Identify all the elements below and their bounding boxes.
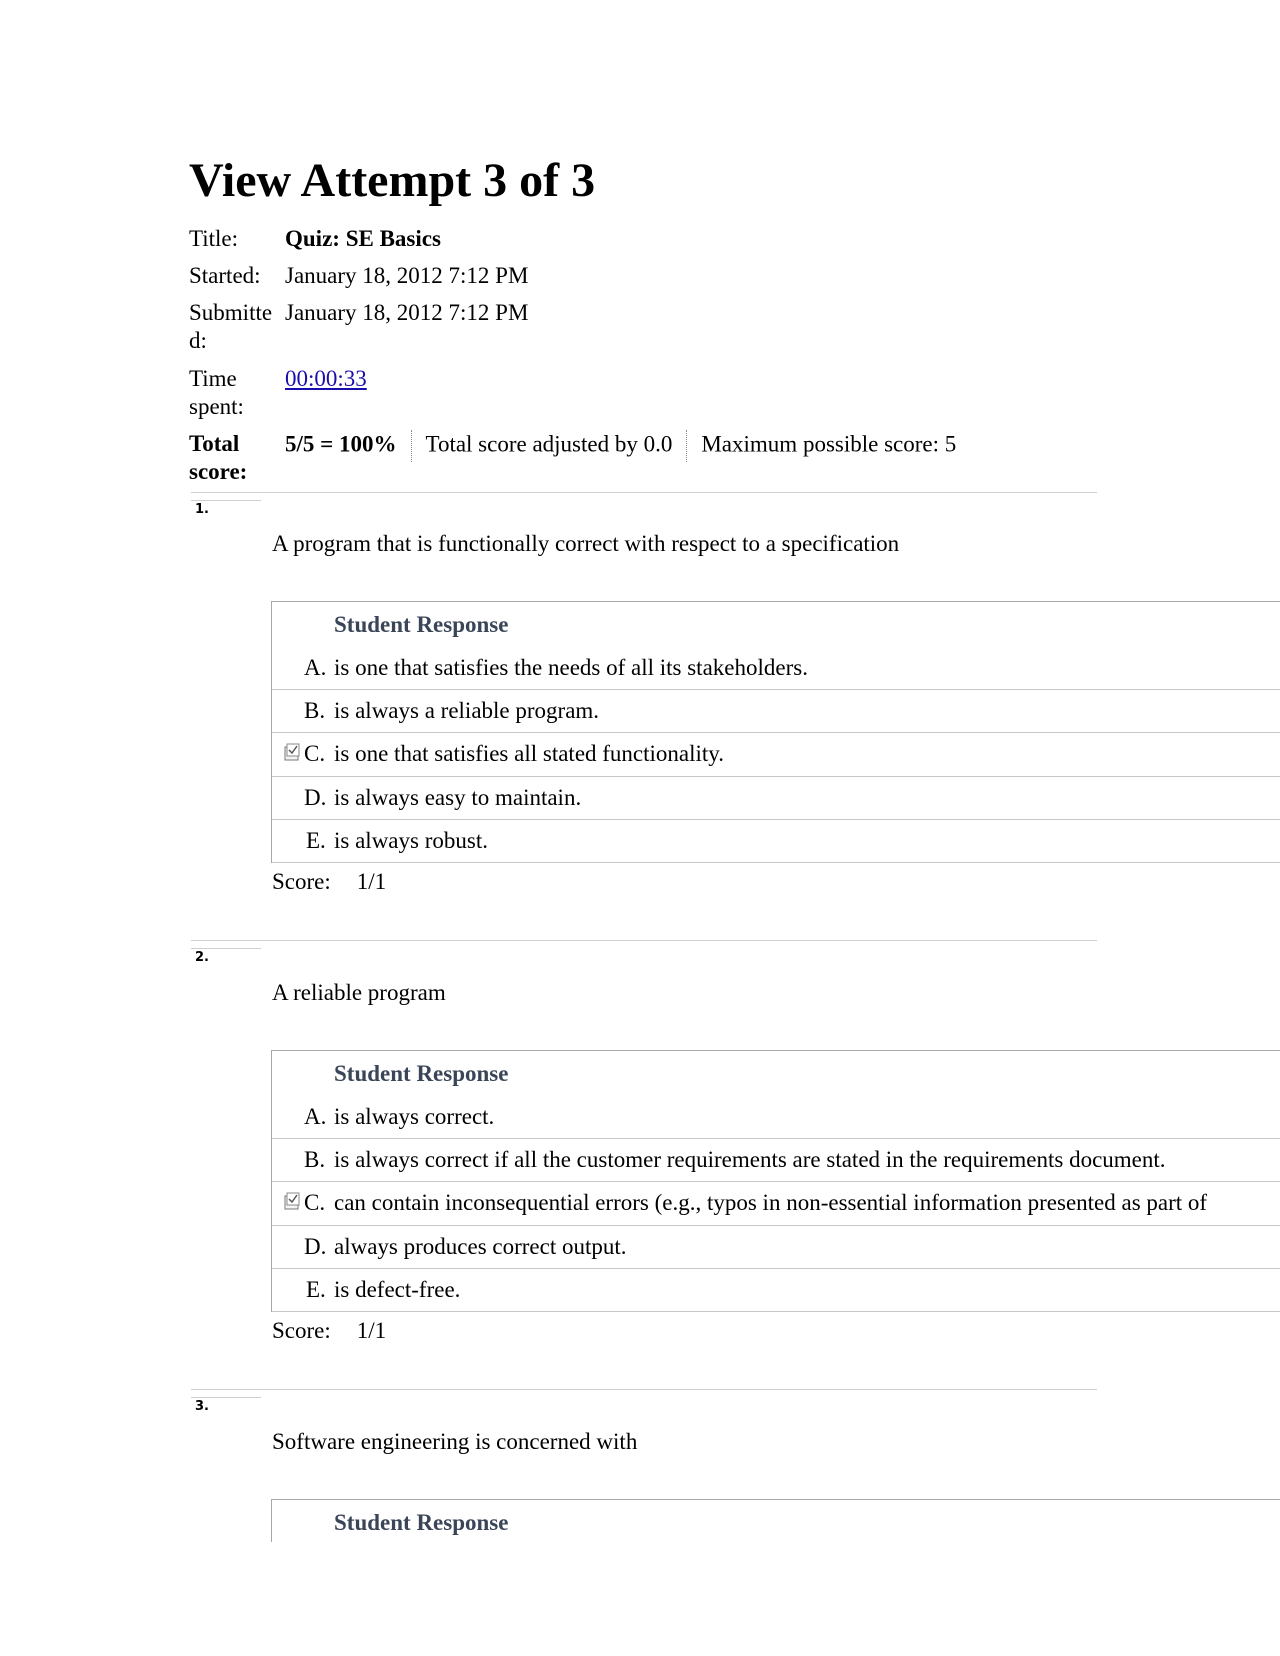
option-row (272, 1139, 1280, 1182)
qnum-rule (191, 948, 261, 949)
score-label: Score: (272, 869, 331, 894)
question-score (272, 869, 386, 895)
option-letter: B. (304, 1147, 326, 1172)
page-title: View Attempt 3 of 3 (189, 154, 596, 207)
meta-title-label: Title: (189, 226, 239, 251)
meta-title-value: Quiz: SE Basics (285, 226, 441, 251)
option-text: is always a reliable program. (334, 698, 600, 723)
student-response-header-label: Student Response (334, 612, 509, 637)
question-number: 1. (195, 502, 209, 517)
option-letter: C. (304, 1190, 326, 1215)
student-response-header-label: Student Response (334, 1061, 509, 1086)
option-letter: B. (304, 698, 326, 723)
option-row (272, 647, 1280, 690)
option-row (272, 1269, 1280, 1312)
option-text: is always easy to maintain. (334, 785, 582, 810)
meta-submitted-value: January 18, 2012 7:12 PM (285, 300, 529, 325)
option-letter: C. (304, 741, 326, 766)
option-row (272, 820, 1280, 863)
score-value: 1/1 (356, 869, 387, 894)
question-number: 3. (195, 1399, 209, 1414)
student-response-header (272, 602, 1280, 647)
option-row-selected (272, 733, 1280, 777)
option-text: is one that satisfies the needs of all its stakeholders. (334, 655, 808, 680)
meta-started-label: Started: (189, 263, 261, 288)
meta-total-values (285, 430, 956, 462)
option-row (272, 777, 1280, 820)
meta-time-label (189, 365, 281, 421)
option-row (272, 1096, 1280, 1139)
student-response-header (272, 1500, 1280, 1542)
selected-check-icon (284, 1192, 300, 1210)
divider (191, 940, 1097, 941)
option-letter: A. (304, 655, 327, 680)
option-letter: D. (304, 785, 327, 810)
question-text: A program that is functionally correct with respect to a specification (272, 531, 900, 556)
question-text: A reliable program (272, 980, 446, 1005)
option-text: is defect-free. (334, 1277, 461, 1302)
time-spent-link[interactable]: 00:00:33 (285, 366, 367, 391)
score-adjusted: Total score adjusted by 0.0 (425, 431, 673, 457)
score-value: 1/1 (356, 1318, 387, 1343)
total-score-value: 5/5 = 100% (285, 431, 397, 457)
student-response-table (271, 601, 1280, 863)
max-possible-score: Maximum possible score: 5 (701, 431, 957, 457)
option-letter: A. (304, 1104, 327, 1129)
option-row (272, 690, 1280, 733)
option-text: is one that satisfies all stated functionality. (334, 741, 725, 766)
option-text: can contain inconsequential errors (e.g., typos in non-essential information presented as part of (334, 1190, 1208, 1215)
separator (411, 430, 412, 462)
option-row-selected (272, 1182, 1280, 1226)
qnum-rule (191, 500, 261, 501)
score-label: Score: (272, 1318, 331, 1343)
question-text: Software engineering is concerned with (272, 1429, 638, 1454)
separator (686, 430, 687, 462)
option-text: is always correct. (334, 1104, 495, 1129)
option-letter: D. (304, 1234, 327, 1259)
selected-check-icon (284, 743, 300, 761)
question-number: 2. (195, 950, 209, 965)
meta-time-label-line2: spent: (189, 394, 244, 419)
meta-time-label-line1: Time (189, 366, 237, 391)
student-response-header-label: Student Response (334, 1510, 509, 1535)
option-row (272, 1226, 1280, 1269)
student-response-table (271, 1499, 1280, 1542)
option-text: is always robust. (334, 828, 488, 853)
question-score (272, 1318, 386, 1344)
qnum-rule (191, 1397, 261, 1398)
meta-total-label-line1: Total (189, 431, 240, 456)
student-response-header (272, 1051, 1280, 1096)
meta-total-label (189, 430, 281, 486)
option-text: is always correct if all the customer requirements are stated in the requirements document. (334, 1147, 1166, 1172)
meta-total-label-line2: score: (189, 459, 248, 484)
student-response-table (271, 1050, 1280, 1312)
meta-submitted-label (189, 299, 281, 355)
meta-submitted-label-line2: d: (189, 328, 207, 353)
meta-time-value (285, 365, 367, 393)
divider (191, 1389, 1097, 1390)
meta-submitted-label-line1: Submitte (189, 300, 273, 325)
option-letter: E. (306, 828, 326, 853)
option-text: always produces correct output. (334, 1234, 627, 1259)
option-letter: E. (306, 1277, 326, 1302)
meta-started-value: January 18, 2012 7:12 PM (285, 263, 529, 288)
divider (191, 492, 1097, 493)
